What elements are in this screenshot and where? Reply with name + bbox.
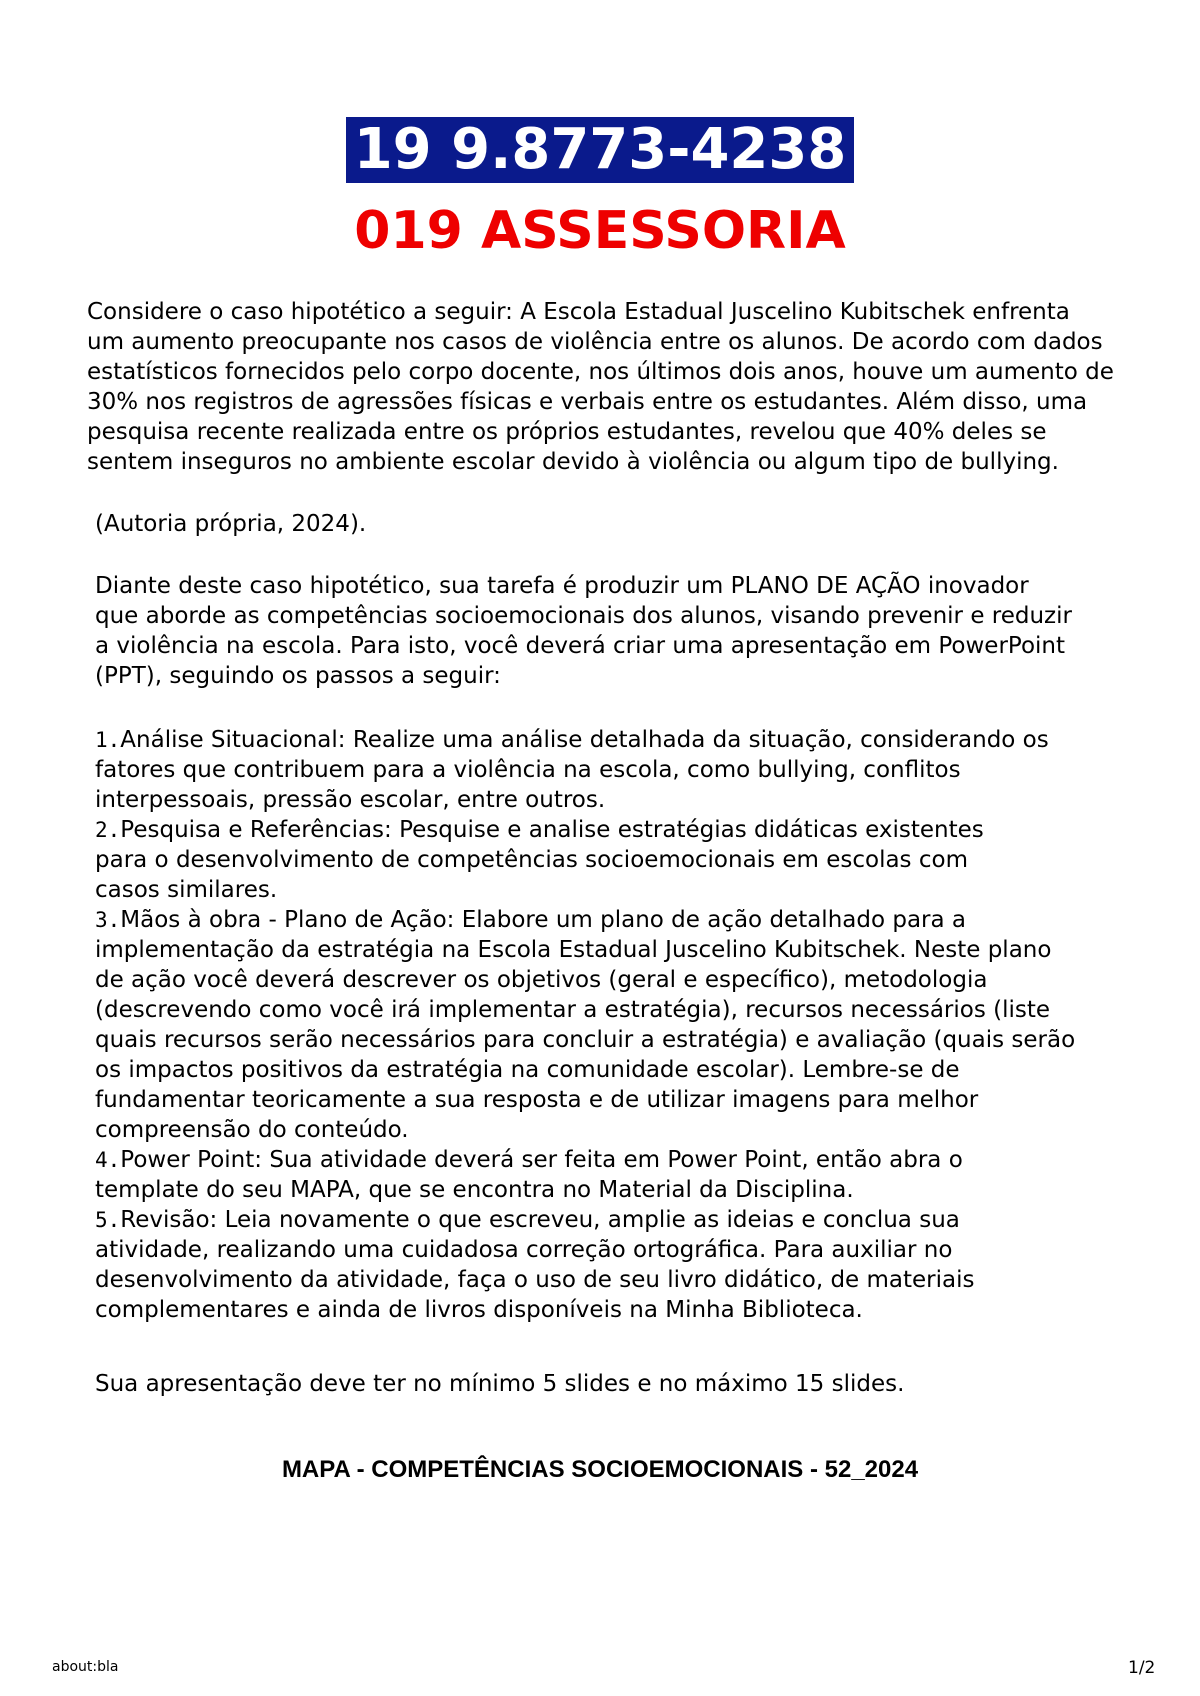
intro-line: 30% nos registros de agressões físicas e verbais entre os estudantes. Além disso, uma xyxy=(87,389,1088,415)
final-note-text: Sua apresentação deve ter no mínimo 5 slides e no máximo 15 slides. xyxy=(95,1371,905,1397)
phone-number: 19 9.8773-4238 xyxy=(346,117,855,183)
step-line: para o desenvolvimento de competências socioemocionais em escolas com xyxy=(95,847,968,873)
task-line: (PPT), seguindo os passos a seguir: xyxy=(95,663,501,689)
step-item xyxy=(95,725,1155,815)
step-line: compreensão do conteúdo. xyxy=(95,1117,409,1143)
step-text: Revisão: Leia novamente o que escreveu, amplie as ideias e conclua sua xyxy=(120,1207,960,1233)
step-line xyxy=(95,1145,1155,1175)
step-line: complementares e ainda de livros disponíveis na Minha Biblioteca. xyxy=(95,1297,863,1323)
phone-banner xyxy=(0,117,1200,183)
task-line: Diante deste caso hipotético, sua tarefa é produzir um PLANO DE AÇÃO inovador xyxy=(95,573,1029,599)
source-citation xyxy=(95,509,1155,539)
step-line: quais recursos serão necessários para concluir a estratégia) e avaliação (quais serão xyxy=(95,1027,1076,1053)
final-note xyxy=(95,1369,1155,1399)
footer-url: about:bla xyxy=(52,1659,119,1675)
task-paragraph xyxy=(95,571,1155,691)
step-line: fatores que contribuem para a violência na escola, como bullying, conflitos xyxy=(95,757,961,783)
brand-title: 019 ASSESSORIA xyxy=(354,201,846,261)
step-item xyxy=(95,1205,1155,1325)
step-line: fundamentar teoricamente a sua resposta e de utilizar imagens para melhor xyxy=(95,1087,979,1113)
step-line: template do seu MAPA, que se encontra no Material da Disciplina. xyxy=(95,1177,854,1203)
steps-list xyxy=(95,725,1155,1325)
step-number: 5. xyxy=(95,1208,121,1232)
step-number: 1. xyxy=(95,728,121,752)
step-text: Análise Situacional: Realize uma análise detalhada da situação, considerando os xyxy=(120,727,1049,753)
step-line xyxy=(95,905,1155,935)
task-line: que aborde as competências socioemocionais dos alunos, visando prevenir e reduzir xyxy=(95,603,1072,629)
task-line: a violência na escola. Para isto, você deverá criar uma apresentação em PowerPoint xyxy=(95,633,1066,659)
source-text: (Autoria própria, 2024). xyxy=(95,511,367,537)
step-text: Power Point: Sua atividade deverá ser feita em Power Point, então abra o xyxy=(120,1147,963,1173)
step-line xyxy=(95,725,1155,755)
step-number: 2. xyxy=(95,818,121,842)
step-item xyxy=(95,815,1155,905)
intro-line: um aumento preocupante nos casos de violência entre os alunos. De acordo com dados xyxy=(87,329,1103,355)
step-line: casos similares. xyxy=(95,877,278,903)
step-line: (descrevendo como você irá implementar a estratégia), recursos necessários (liste xyxy=(95,997,1051,1023)
step-item xyxy=(95,1145,1155,1205)
intro-line: Considere o caso hipotético a seguir: A Escola Estadual Juscelino Kubitschek enfrenta xyxy=(87,299,1070,325)
step-line: os impactos positivos da estratégia na comunidade escolar). Lembre-se de xyxy=(95,1057,960,1083)
step-line: desenvolvimento da atividade, faça o uso de seu livro didático, de materiais xyxy=(95,1267,975,1293)
step-text: Mãos à obra - Plano de Ação: Elabore um plano de ação detalhado para a xyxy=(120,907,966,933)
step-line: implementação da estratégia na Escola Estadual Juscelino Kubitschek. Neste plano xyxy=(95,937,1052,963)
step-number: 4. xyxy=(95,1148,121,1172)
step-number: 3. xyxy=(95,908,121,932)
step-line: interpessoais, pressão escolar, entre outros. xyxy=(95,787,606,813)
document-title: MAPA - COMPETÊNCIAS SOCIOEMOCIONAIS - 52_2024 xyxy=(281,1456,919,1483)
step-line: atividade, realizando uma cuidadosa correção ortográfica. Para auxiliar no xyxy=(95,1237,953,1263)
page-number: 1/2 xyxy=(1128,1658,1156,1678)
step-item xyxy=(95,905,1155,1145)
step-text: Pesquisa e Referências: Pesquise e analise estratégias didáticas existentes xyxy=(120,817,984,843)
intro-line: pesquisa recente realizada entre os próprios estudantes, revelou que 40% deles se xyxy=(87,419,1047,445)
step-line xyxy=(95,1205,1155,1235)
intro-line: sentem inseguros no ambiente escolar devido à violência ou algum tipo de bullying. xyxy=(87,449,1059,475)
intro-line: estatísticos fornecidos pelo corpo docente, nos últimos dois anos, houve um aumento de xyxy=(87,359,1114,385)
step-line: de ação você deverá descrever os objetivos (geral e específico), metodologia xyxy=(95,967,988,993)
intro-paragraph xyxy=(87,297,1147,477)
step-line xyxy=(95,815,1155,845)
